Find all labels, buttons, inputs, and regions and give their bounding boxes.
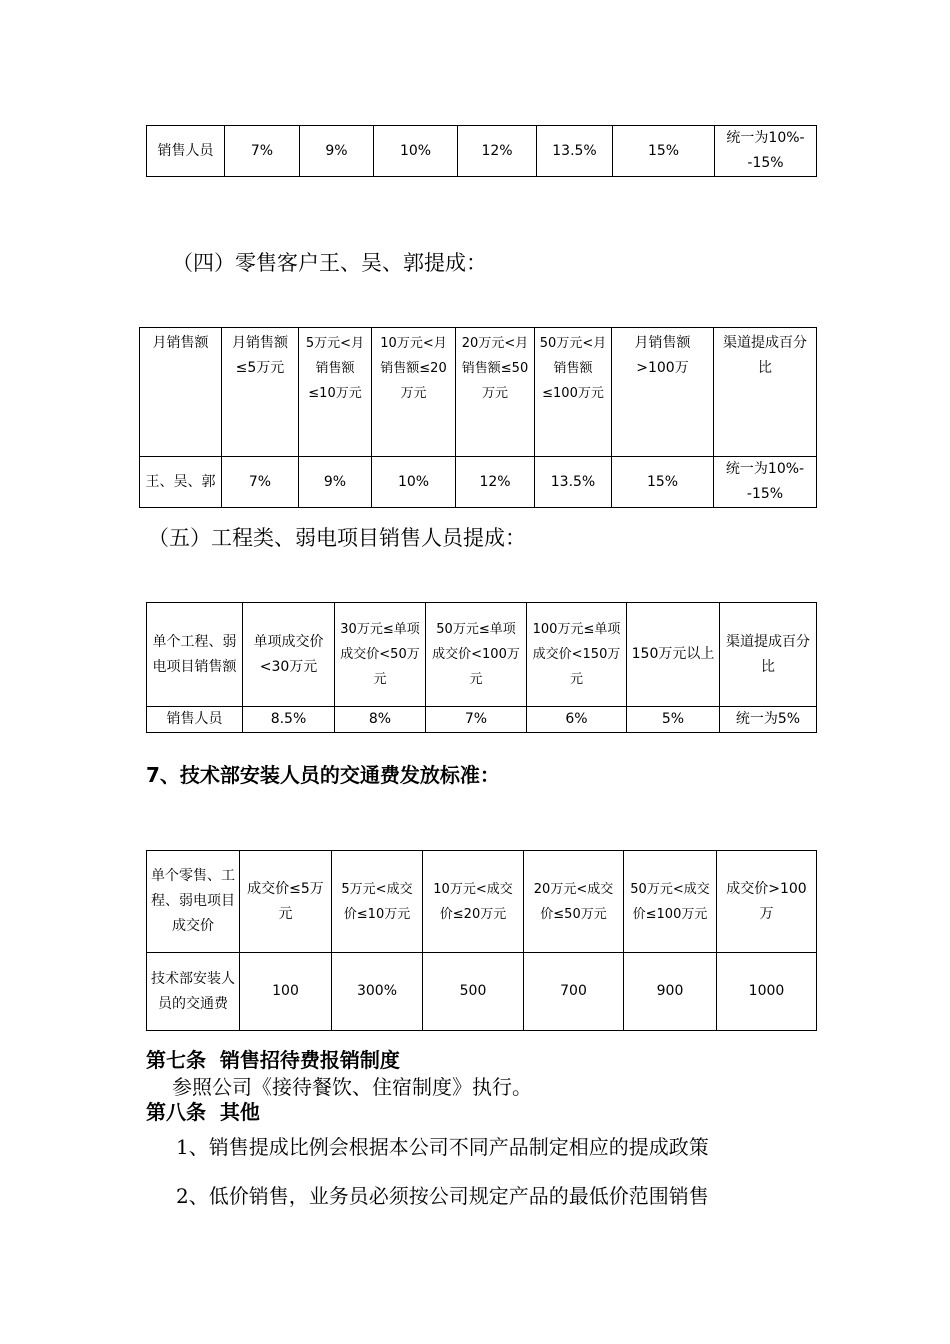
table-header-cell: 渠道提成百分比: [714, 328, 817, 457]
table-cell: 12%: [458, 126, 537, 177]
table-header-cell: 50万元≤单项成交价<100万元: [426, 603, 527, 707]
article8-item-1: 1、销售提成比例会根据本公司不同产品制定相应的提成政策: [176, 1135, 709, 1159]
commission-table-engineering: [146, 602, 817, 733]
table-row: [147, 953, 817, 1031]
article7-title: 第七条 销售招待费报销制度: [146, 1048, 400, 1072]
table-header-cell: 5万元<成交价≤10万元: [332, 851, 423, 953]
table-cell: 王、吴、郭: [140, 457, 222, 508]
table-header-cell: 渠道提成百分比: [720, 603, 817, 707]
article7-text: 参照公司《接待餐饮、住宿制度》执行。: [172, 1075, 532, 1099]
table-cell: 7%: [222, 457, 299, 508]
commission-table-sales: [146, 125, 817, 177]
table-header-row: [140, 328, 817, 457]
table-header-cell: 单项成交价<30万元: [243, 603, 335, 707]
table-header-cell: 150万元以上: [627, 603, 720, 707]
table-header-row: [147, 851, 817, 953]
table-header-cell: 30万元≤单项成交价<50万元: [335, 603, 426, 707]
table-cell: 5%: [627, 707, 720, 733]
table-cell: 100: [240, 953, 332, 1031]
table-cell: 500: [423, 953, 524, 1031]
article8-item-2: 2、低价销售，业务员必须按公司规定产品的最低价范围销售: [176, 1184, 709, 1208]
table-header-cell: 20万元<月销售额≤50万元: [456, 328, 535, 457]
table-header-cell: 月销售额≤5万元: [222, 328, 299, 457]
table-cell: 15%: [613, 126, 715, 177]
table-cell: 900: [624, 953, 717, 1031]
table-cell: 15%: [612, 457, 714, 508]
table-cell: 6%: [527, 707, 627, 733]
table-header-cell: 50万元<成交价≤100万元: [624, 851, 717, 953]
table-row: [140, 457, 817, 508]
table-header-cell: 5万元<月销售额≤10万元: [299, 328, 372, 457]
table-header-cell: 20万元<成交价≤50万元: [524, 851, 624, 953]
table-cell: 13.5%: [537, 126, 613, 177]
table-header-row: [147, 603, 817, 707]
transport-allowance-table: [146, 850, 817, 1031]
section7-title: 7、技术部安装人员的交通费发放标准：: [146, 763, 500, 787]
table-cell: 7%: [426, 707, 527, 733]
table-header-cell: 单个工程、弱电项目销售额: [147, 603, 243, 707]
table-cell: 10%: [372, 457, 456, 508]
section5-title: （五）工程类、弱电项目销售人员提成：: [148, 526, 526, 550]
table-row: [147, 126, 817, 177]
table-cell: 统一为10%--15%: [715, 126, 817, 177]
table-cell: 销售人员: [147, 126, 225, 177]
table-row: [147, 707, 817, 733]
table-cell: 8.5%: [243, 707, 335, 733]
table-cell: 9%: [299, 457, 372, 508]
table-cell: 9%: [300, 126, 374, 177]
table-cell: 10%: [374, 126, 458, 177]
commission-table-retail: [139, 327, 817, 508]
table-cell: 统一为10%--15%: [714, 457, 817, 508]
table-cell: 8%: [335, 707, 426, 733]
table-header-cell: 成交价>100万: [717, 851, 817, 953]
table-cell: 300%: [332, 953, 423, 1031]
table-cell: 13.5%: [535, 457, 612, 508]
article8-title: 第八条 其他: [146, 1100, 260, 1124]
table-header-cell: 50万元<月销售额≤100万元: [535, 328, 612, 457]
table-header-cell: 月销售额>100万: [612, 328, 714, 457]
table-header-cell: 100万元≤单项成交价<150万元: [527, 603, 627, 707]
table-header-cell: 10万元<成交价≤20万元: [423, 851, 524, 953]
table-header-cell: 月销售额: [140, 328, 222, 457]
section4-title: （四）零售客户王、吴、郭提成：: [172, 251, 487, 275]
table-cell: 12%: [456, 457, 535, 508]
table-cell: 技术部安装人员的交通费: [147, 953, 240, 1031]
table-cell: 700: [524, 953, 624, 1031]
table-cell: 7%: [225, 126, 300, 177]
table-header-cell: 10万元<月销售额≤20万元: [372, 328, 456, 457]
table-header-cell: 单个零售、工程、弱电项目成交价: [147, 851, 240, 953]
table-cell: 统一为5%: [720, 707, 817, 733]
table-cell: 1000: [717, 953, 817, 1031]
table-cell: 销售人员: [147, 707, 243, 733]
table-header-cell: 成交价≤5万元: [240, 851, 332, 953]
